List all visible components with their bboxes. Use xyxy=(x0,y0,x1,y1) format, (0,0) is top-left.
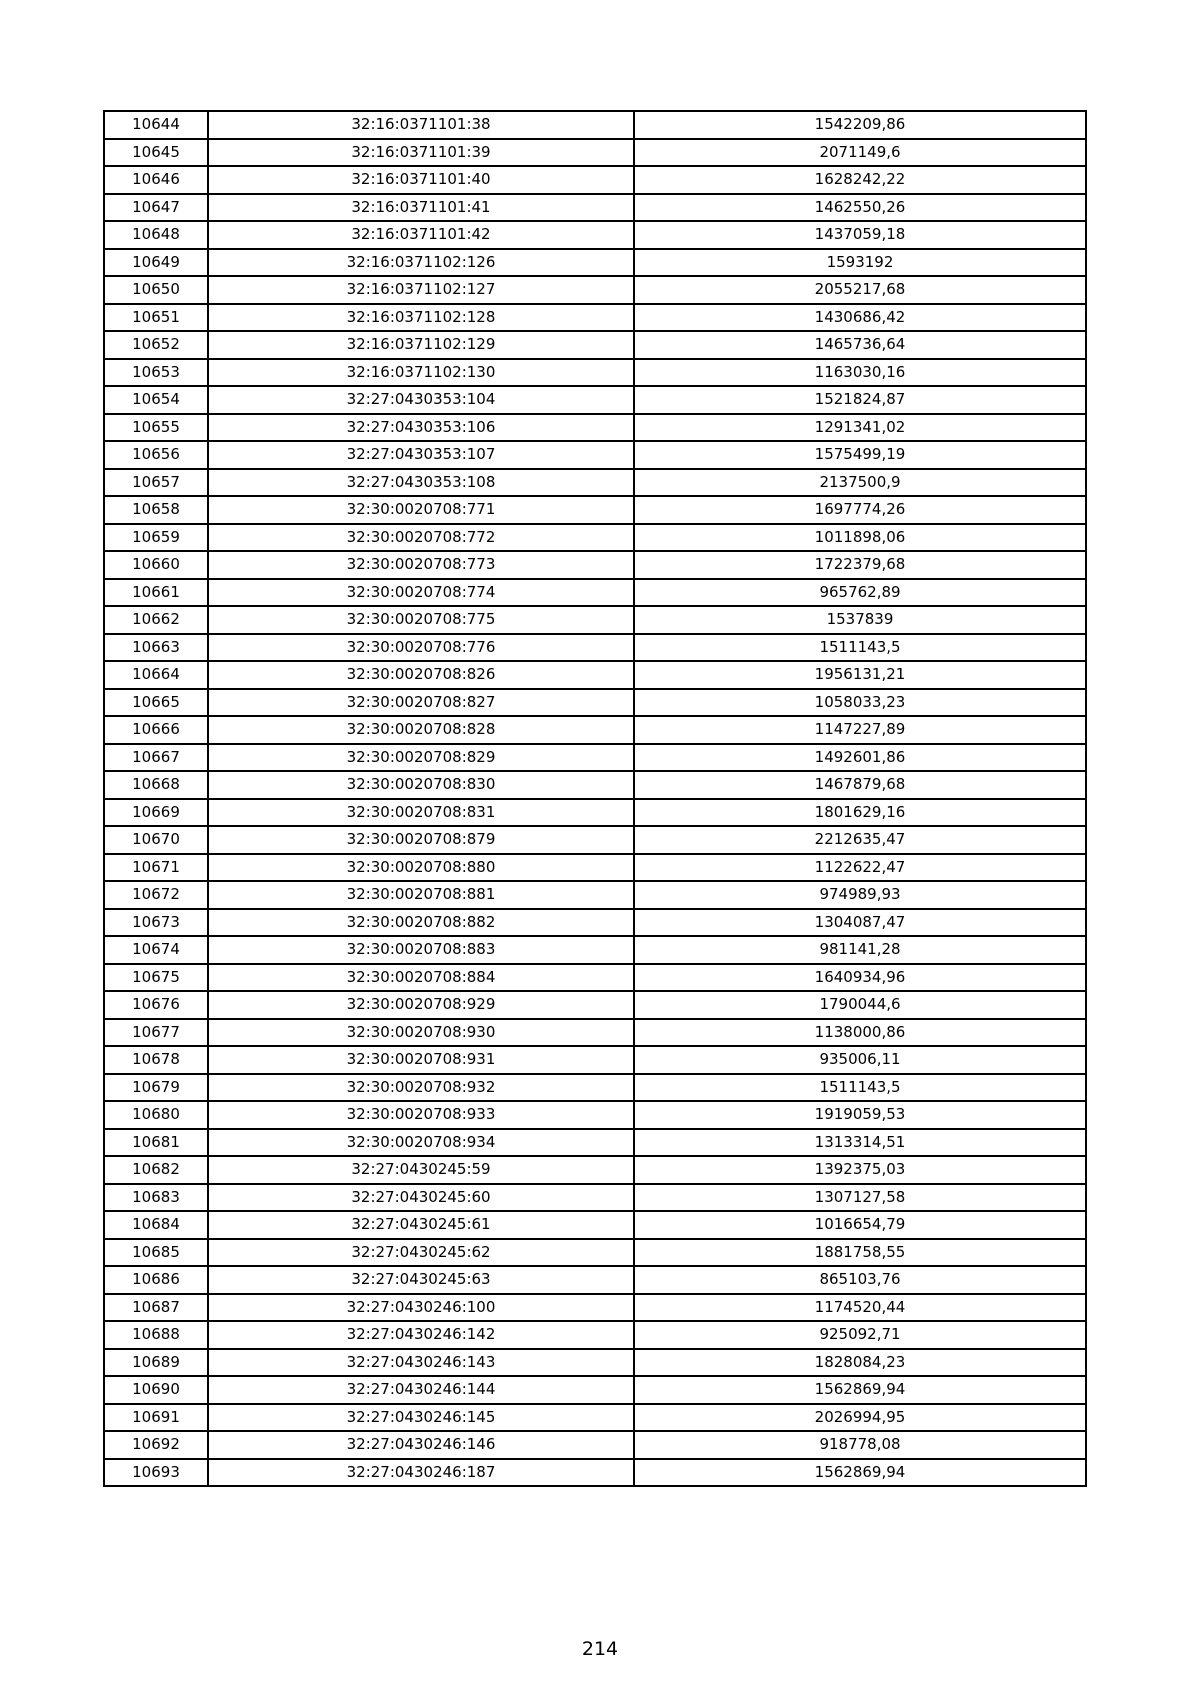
table-row xyxy=(104,1184,1086,1212)
value-cell: 1122622,47 xyxy=(634,854,1086,882)
value-cell: 1828084,23 xyxy=(634,1349,1086,1377)
cadastral-number-cell: 32:30:0020708:931 xyxy=(208,1046,634,1074)
row-number-cell: 10660 xyxy=(104,551,208,579)
cadastral-number-cell: 32:30:0020708:929 xyxy=(208,991,634,1019)
row-number-cell: 10671 xyxy=(104,854,208,882)
value-cell: 1801629,16 xyxy=(634,799,1086,827)
value-cell: 1881758,55 xyxy=(634,1239,1086,1267)
row-number-cell: 10647 xyxy=(104,194,208,222)
row-number-cell: 10646 xyxy=(104,166,208,194)
row-number-cell: 10651 xyxy=(104,304,208,332)
row-number-cell: 10657 xyxy=(104,469,208,497)
value-cell: 925092,71 xyxy=(634,1321,1086,1349)
cadastral-number-cell: 32:27:0430245:62 xyxy=(208,1239,634,1267)
table-row xyxy=(104,661,1086,689)
cadastral-number-cell: 32:27:0430245:61 xyxy=(208,1211,634,1239)
row-number-cell: 10648 xyxy=(104,221,208,249)
value-cell: 1016654,79 xyxy=(634,1211,1086,1239)
row-number-cell: 10663 xyxy=(104,634,208,662)
row-number-cell: 10654 xyxy=(104,386,208,414)
row-number-cell: 10653 xyxy=(104,359,208,387)
value-cell: 1790044,6 xyxy=(634,991,1086,1019)
table-row xyxy=(104,1156,1086,1184)
row-number-cell: 10692 xyxy=(104,1431,208,1459)
value-cell: 1593192 xyxy=(634,249,1086,277)
cadastral-number-cell: 32:30:0020708:772 xyxy=(208,524,634,552)
value-cell: 865103,76 xyxy=(634,1266,1086,1294)
data-table xyxy=(103,110,1087,1487)
value-cell: 2055217,68 xyxy=(634,276,1086,304)
cadastral-number-cell: 32:16:0371101:41 xyxy=(208,194,634,222)
cadastral-number-cell: 32:27:0430353:104 xyxy=(208,386,634,414)
cadastral-number-cell: 32:30:0020708:930 xyxy=(208,1019,634,1047)
cadastral-number-cell: 32:27:0430245:60 xyxy=(208,1184,634,1212)
cadastral-number-cell: 32:16:0371102:130 xyxy=(208,359,634,387)
value-cell: 1511143,5 xyxy=(634,1074,1086,1102)
row-number-cell: 10687 xyxy=(104,1294,208,1322)
table-row xyxy=(104,634,1086,662)
row-number-cell: 10650 xyxy=(104,276,208,304)
table-row xyxy=(104,579,1086,607)
row-number-cell: 10686 xyxy=(104,1266,208,1294)
value-cell: 1697774,26 xyxy=(634,496,1086,524)
row-number-cell: 10689 xyxy=(104,1349,208,1377)
value-cell: 1562869,94 xyxy=(634,1459,1086,1487)
cadastral-number-cell: 32:30:0020708:830 xyxy=(208,771,634,799)
table-body xyxy=(104,111,1086,1486)
value-cell: 1462550,26 xyxy=(634,194,1086,222)
value-cell: 1640934,96 xyxy=(634,964,1086,992)
table-row xyxy=(104,1431,1086,1459)
cadastral-number-cell: 32:27:0430246:143 xyxy=(208,1349,634,1377)
cadastral-number-cell: 32:27:0430246:146 xyxy=(208,1431,634,1459)
row-number-cell: 10678 xyxy=(104,1046,208,1074)
cadastral-number-cell: 32:16:0371101:42 xyxy=(208,221,634,249)
row-number-cell: 10673 xyxy=(104,909,208,937)
value-cell: 1307127,58 xyxy=(634,1184,1086,1212)
row-number-cell: 10676 xyxy=(104,991,208,1019)
table-row xyxy=(104,1074,1086,1102)
value-cell: 974989,93 xyxy=(634,881,1086,909)
row-number-cell: 10655 xyxy=(104,414,208,442)
value-cell: 2026994,95 xyxy=(634,1404,1086,1432)
table-row xyxy=(104,1211,1086,1239)
row-number-cell: 10666 xyxy=(104,716,208,744)
cadastral-number-cell: 32:27:0430245:63 xyxy=(208,1266,634,1294)
cadastral-number-cell: 32:30:0020708:827 xyxy=(208,689,634,717)
cadastral-number-cell: 32:30:0020708:882 xyxy=(208,909,634,937)
value-cell: 918778,08 xyxy=(634,1431,1086,1459)
table-row xyxy=(104,1046,1086,1074)
table-row xyxy=(104,221,1086,249)
table-row xyxy=(104,1101,1086,1129)
value-cell: 1011898,06 xyxy=(634,524,1086,552)
cadastral-number-cell: 32:30:0020708:774 xyxy=(208,579,634,607)
value-cell: 1430686,42 xyxy=(634,304,1086,332)
value-cell: 1575499,19 xyxy=(634,441,1086,469)
value-cell: 1291341,02 xyxy=(634,414,1086,442)
table-row xyxy=(104,854,1086,882)
table-row xyxy=(104,166,1086,194)
value-cell: 1392375,03 xyxy=(634,1156,1086,1184)
row-number-cell: 10664 xyxy=(104,661,208,689)
cadastral-number-cell: 32:27:0430246:100 xyxy=(208,1294,634,1322)
value-cell: 1628242,22 xyxy=(634,166,1086,194)
value-cell: 1437059,18 xyxy=(634,221,1086,249)
row-number-cell: 10685 xyxy=(104,1239,208,1267)
cadastral-number-cell: 32:30:0020708:775 xyxy=(208,606,634,634)
table-row xyxy=(104,1239,1086,1267)
row-number-cell: 10684 xyxy=(104,1211,208,1239)
cadastral-number-cell: 32:30:0020708:771 xyxy=(208,496,634,524)
row-number-cell: 10679 xyxy=(104,1074,208,1102)
table-row xyxy=(104,716,1086,744)
cadastral-number-cell: 32:27:0430246:145 xyxy=(208,1404,634,1432)
value-cell: 1138000,86 xyxy=(634,1019,1086,1047)
cadastral-number-cell: 32:30:0020708:831 xyxy=(208,799,634,827)
table-row xyxy=(104,771,1086,799)
table-row xyxy=(104,1349,1086,1377)
cadastral-number-cell: 32:27:0430246:144 xyxy=(208,1376,634,1404)
row-number-cell: 10644 xyxy=(104,111,208,139)
value-cell: 1058033,23 xyxy=(634,689,1086,717)
value-cell: 1542209,86 xyxy=(634,111,1086,139)
table-row xyxy=(104,496,1086,524)
table-row xyxy=(104,826,1086,854)
row-number-cell: 10659 xyxy=(104,524,208,552)
table-row xyxy=(104,1129,1086,1157)
cadastral-number-cell: 32:30:0020708:932 xyxy=(208,1074,634,1102)
row-number-cell: 10649 xyxy=(104,249,208,277)
cadastral-number-cell: 32:30:0020708:934 xyxy=(208,1129,634,1157)
value-cell: 1722379,68 xyxy=(634,551,1086,579)
table-row xyxy=(104,469,1086,497)
page-number: 214 xyxy=(581,1638,619,1660)
table-row xyxy=(104,551,1086,579)
value-cell: 1521824,87 xyxy=(634,386,1086,414)
row-number-cell: 10645 xyxy=(104,139,208,167)
value-cell: 935006,11 xyxy=(634,1046,1086,1074)
cadastral-number-cell: 32:27:0430246:187 xyxy=(208,1459,634,1487)
table-row xyxy=(104,1019,1086,1047)
table-row xyxy=(104,881,1086,909)
cadastral-number-cell: 32:27:0430353:106 xyxy=(208,414,634,442)
cadastral-number-cell: 32:27:0430246:142 xyxy=(208,1321,634,1349)
table-row xyxy=(104,1321,1086,1349)
cadastral-number-cell: 32:30:0020708:883 xyxy=(208,936,634,964)
cadastral-number-cell: 32:27:0430353:108 xyxy=(208,469,634,497)
cadastral-number-cell: 32:30:0020708:880 xyxy=(208,854,634,882)
table-row xyxy=(104,936,1086,964)
value-cell: 1537839 xyxy=(634,606,1086,634)
row-number-cell: 10667 xyxy=(104,744,208,772)
row-number-cell: 10682 xyxy=(104,1156,208,1184)
value-cell: 1313314,51 xyxy=(634,1129,1086,1157)
table-row xyxy=(104,194,1086,222)
table-row xyxy=(104,1376,1086,1404)
row-number-cell: 10669 xyxy=(104,799,208,827)
table-row xyxy=(104,386,1086,414)
table-row xyxy=(104,1266,1086,1294)
table-row xyxy=(104,304,1086,332)
cadastral-number-cell: 32:27:0430245:59 xyxy=(208,1156,634,1184)
value-cell: 2137500,9 xyxy=(634,469,1086,497)
table-row xyxy=(104,991,1086,1019)
table-row xyxy=(104,1294,1086,1322)
table-row xyxy=(104,111,1086,139)
row-number-cell: 10665 xyxy=(104,689,208,717)
value-cell: 2071149,6 xyxy=(634,139,1086,167)
table-row xyxy=(104,331,1086,359)
table-row xyxy=(104,524,1086,552)
cadastral-number-cell: 32:30:0020708:933 xyxy=(208,1101,634,1129)
row-number-cell: 10652 xyxy=(104,331,208,359)
row-number-cell: 10672 xyxy=(104,881,208,909)
row-number-cell: 10690 xyxy=(104,1376,208,1404)
value-cell: 1467879,68 xyxy=(634,771,1086,799)
cadastral-number-cell: 32:16:0371102:127 xyxy=(208,276,634,304)
table-row xyxy=(104,689,1086,717)
cadastral-number-cell: 32:27:0430353:107 xyxy=(208,441,634,469)
table-row xyxy=(104,606,1086,634)
cadastral-number-cell: 32:16:0371101:40 xyxy=(208,166,634,194)
table-row xyxy=(104,359,1086,387)
cadastral-number-cell: 32:16:0371102:126 xyxy=(208,249,634,277)
value-cell: 1174520,44 xyxy=(634,1294,1086,1322)
row-number-cell: 10688 xyxy=(104,1321,208,1349)
value-cell: 965762,89 xyxy=(634,579,1086,607)
row-number-cell: 10681 xyxy=(104,1129,208,1157)
value-cell: 1919059,53 xyxy=(634,1101,1086,1129)
value-cell: 1956131,21 xyxy=(634,661,1086,689)
row-number-cell: 10683 xyxy=(104,1184,208,1212)
row-number-cell: 10675 xyxy=(104,964,208,992)
row-number-cell: 10658 xyxy=(104,496,208,524)
row-number-cell: 10693 xyxy=(104,1459,208,1487)
cadastral-number-cell: 32:16:0371101:39 xyxy=(208,139,634,167)
value-cell: 1163030,16 xyxy=(634,359,1086,387)
table-row xyxy=(104,139,1086,167)
row-number-cell: 10668 xyxy=(104,771,208,799)
row-number-cell: 10674 xyxy=(104,936,208,964)
table-row xyxy=(104,441,1086,469)
value-cell: 2212635,47 xyxy=(634,826,1086,854)
row-number-cell: 10691 xyxy=(104,1404,208,1432)
table-row xyxy=(104,799,1086,827)
table-row xyxy=(104,964,1086,992)
row-number-cell: 10680 xyxy=(104,1101,208,1129)
value-cell: 1562869,94 xyxy=(634,1376,1086,1404)
row-number-cell: 10677 xyxy=(104,1019,208,1047)
cadastral-number-cell: 32:30:0020708:826 xyxy=(208,661,634,689)
value-cell: 1465736,64 xyxy=(634,331,1086,359)
row-number-cell: 10661 xyxy=(104,579,208,607)
table-row xyxy=(104,1404,1086,1432)
row-number-cell: 10670 xyxy=(104,826,208,854)
table-row xyxy=(104,414,1086,442)
row-number-cell: 10662 xyxy=(104,606,208,634)
value-cell: 981141,28 xyxy=(634,936,1086,964)
table-row xyxy=(104,909,1086,937)
table-row xyxy=(104,1459,1086,1487)
cadastral-number-cell: 32:30:0020708:884 xyxy=(208,964,634,992)
value-cell: 1147227,89 xyxy=(634,716,1086,744)
value-cell: 1511143,5 xyxy=(634,634,1086,662)
cadastral-number-cell: 32:30:0020708:829 xyxy=(208,744,634,772)
cadastral-number-cell: 32:16:0371102:129 xyxy=(208,331,634,359)
table-row xyxy=(104,744,1086,772)
row-number-cell: 10656 xyxy=(104,441,208,469)
table-row xyxy=(104,249,1086,277)
cadastral-number-cell: 32:16:0371101:38 xyxy=(208,111,634,139)
cadastral-number-cell: 32:30:0020708:776 xyxy=(208,634,634,662)
cadastral-number-cell: 32:30:0020708:828 xyxy=(208,716,634,744)
table-row xyxy=(104,276,1086,304)
cadastral-number-cell: 32:30:0020708:773 xyxy=(208,551,634,579)
cadastral-number-cell: 32:30:0020708:881 xyxy=(208,881,634,909)
cadastral-number-cell: 32:30:0020708:879 xyxy=(208,826,634,854)
cadastral-number-cell: 32:16:0371102:128 xyxy=(208,304,634,332)
value-cell: 1304087,47 xyxy=(634,909,1086,937)
value-cell: 1492601,86 xyxy=(634,744,1086,772)
